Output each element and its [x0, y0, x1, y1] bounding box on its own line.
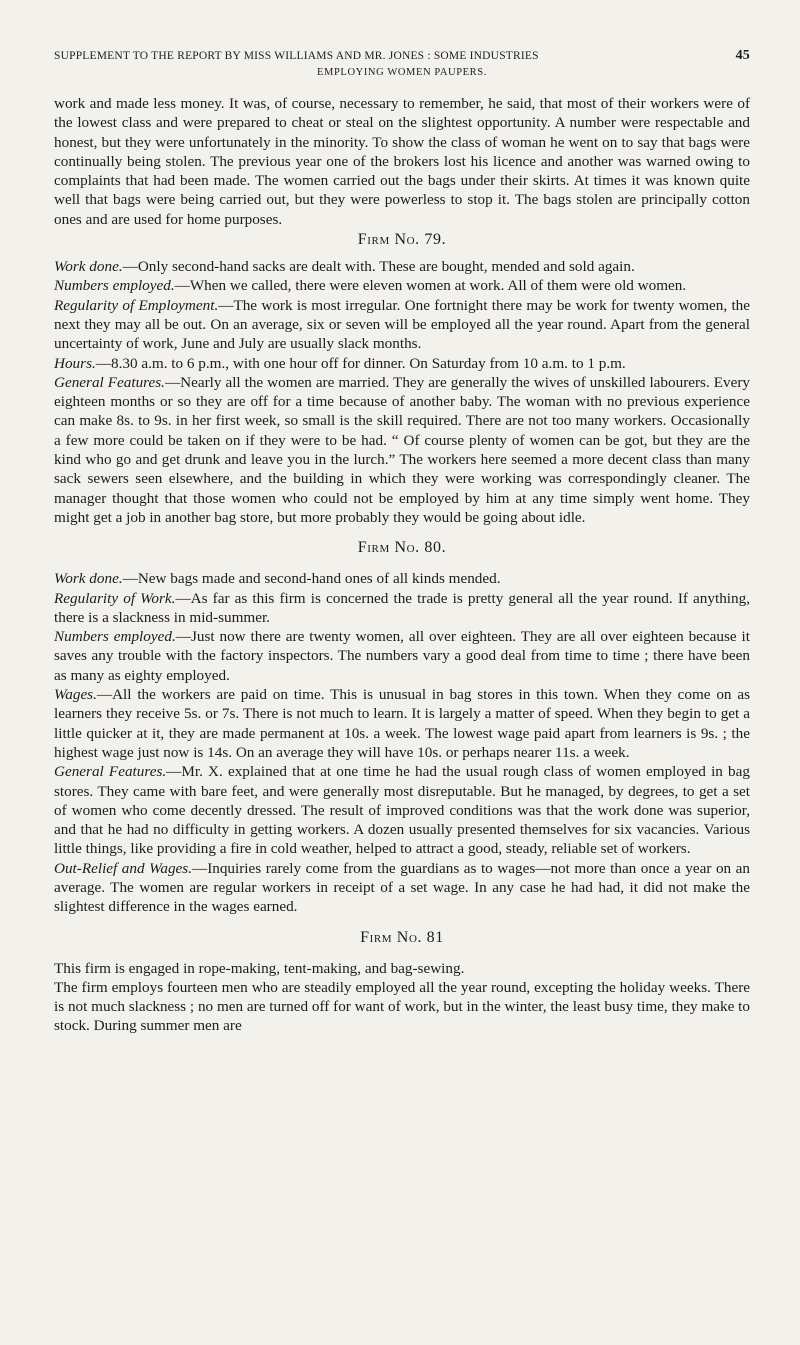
firm-79-general — [54, 373, 750, 527]
numbers-lead: Numbers employed. — [54, 277, 175, 295]
firm-80-wages — [54, 685, 750, 762]
firm-80-out-relief — [54, 859, 750, 917]
work-done-lead: Work done. — [54, 570, 123, 588]
firm-81-paragraph-2: The firm employs fourteen men who are steadily employed all the year round, excepting the holiday weeks. There is not much slackness ; no men are turned off for want of work, but in the winter, the least busy time, they make to stock. During summer men are — [54, 978, 750, 1035]
header-title: SUPPLEMENT TO THE REPORT BY MISS WILLIAMS AND MR. JONES : SOME INDUSTRIES — [54, 50, 539, 62]
firm-81-heading: Firm No. 81 — [360, 928, 444, 946]
regularity-lead: Regularity of Work. — [54, 589, 176, 607]
regularity-text: —As far as this firm is concerned the trade is pretty general all the year round. If anything, there is a slackness in mid-summer. — [54, 589, 750, 626]
firm-79-heading: Firm No. 79. — [357, 231, 447, 249]
firm-80-general — [54, 762, 750, 858]
firm-79-numbers — [54, 276, 750, 295]
general-text: —Mr. X. explained that at one time he had the usual rough class of women employed in bag stores. They came with bare feet, and were generally most disreputable. But he managed, by degrees, to get a set of women who come decently dressed. The result of improved conditions was that the work done was superior, and that he had no difficulty in getting workers. A dozen usually presented themselves for six vacancies. Various little things, like providing a fire in cold weather, helped to attract a good, steady, reliable set of workers. — [54, 763, 750, 858]
firm-79-regularity — [54, 296, 750, 354]
general-text: —Nearly all the women are married. They are generally the wives of unskilled labourers. Every eighteen months or so they are off for a time because of another baby. The woman with no previous experience can make 8s. to 9s. in her first week, so small is the skill required. There are not too many workers. Occasionally a few more could be taken on if they were to be had. “ Of course plenty of women can be got, but they are the kind who go and get drunk and leave you in the lurch.” The workers here seemed a more decent class than many sack sewers seen elsewhere, and the building in which they were working was correspondingly cleaner. The manager thought that those women who could not be employed by him at any time simply went home. They might get a job in another bag store, but more probably they would be going about idle. — [54, 373, 750, 526]
firm-80-numbers — [54, 627, 750, 685]
firm-80-work-done — [54, 569, 750, 588]
header-subtitle: EMPLOYING WOMEN PAUPERS. — [317, 67, 487, 78]
numbers-lead: Numbers employed. — [54, 628, 176, 646]
general-lead: General Features. — [54, 373, 165, 391]
numbers-text: —When we called, there were eleven women at work. All of them were old women. — [174, 277, 687, 295]
out-relief-text: —Inquiries rarely come from the guardians as to wages—not more than once a year on an average. The women are regular workers in receipt of a set wage. In any case he had had, it did not make the slightest difference in the wages earned. — [54, 859, 750, 916]
running-header — [54, 48, 750, 64]
hours-text: —8.30 a.m. to 6 p.m., with one hour off for dinner. On Saturday from 10 a.m. to 1 p.m. — [95, 354, 626, 372]
intro-paragraph: work and made less money. It was, of course, necessary to remember, he said, that most of their workers were of the lowest class and were prepared to cheat or steal on the slightest opportunity. A number were respectable and honest, but they were unfortunately in the minority. To show the class of woman he went on to say that bags were continually being stolen. The previous year one of the brokers lost his licence and another was warned owing to complaints that had been made. The women carried out the bags under their skirts. At times it was known quite well that bags were being carried out, but they were powerless to stop it. The bags stolen are principally cotton ones and are used for home purposes. — [54, 95, 750, 228]
regularity-text: —The work is most irregular. One fortnight there may be work for twenty women, the next they may all be out. On an average, six or seven will be employed all the year round. Apart from the general uncertainty of work, June and July are usually slack months. — [54, 296, 750, 353]
work-done-text: —New bags made and second-hand ones of all kinds mended. — [122, 570, 501, 588]
firm-79-work-done — [54, 257, 750, 276]
general-lead: General Features. — [54, 763, 167, 781]
regularity-lead: Regularity of Employment. — [54, 296, 219, 314]
work-done-text: —Only second-hand sacks are dealt with. These are bought, mended and sold again. — [122, 258, 635, 276]
numbers-text: —Just now there are twenty women, all over eighteen. They are all over eighteen because it saves any trouble with the factory inspectors. The numbers vary a good deal from time to time ; there have been as many as eighty employed. — [54, 628, 750, 684]
firm-79-hours — [54, 354, 750, 373]
out-relief-lead: Out-Relief and Wages. — [54, 859, 192, 877]
wages-lead: Wages. — [54, 686, 97, 704]
work-done-lead: Work done. — [54, 258, 123, 276]
hours-lead: Hours. — [54, 354, 96, 372]
page-number: 45 — [735, 48, 750, 63]
firm-81-paragraph-1: This firm is engaged in rope-making, tent-making, and bag-sewing. — [54, 959, 465, 977]
firm-80-heading: Firm No. 80. — [357, 539, 447, 557]
wages-text: —All the workers are paid on time. This is unusual in bag stores in this town. When they come on as learners they receive 5s. or 7s. There is not much to learn. It is largely a matter of speed. When they begin to get a little quicker at it, they are made permanent at 10s. a week. The lowest wage paid apart from learners is 9s. ; the highest wage just now is 14s. On an average they will have 10s. or perhaps nearer 11s. a week. — [54, 686, 750, 761]
firm-80-regularity — [54, 589, 750, 628]
